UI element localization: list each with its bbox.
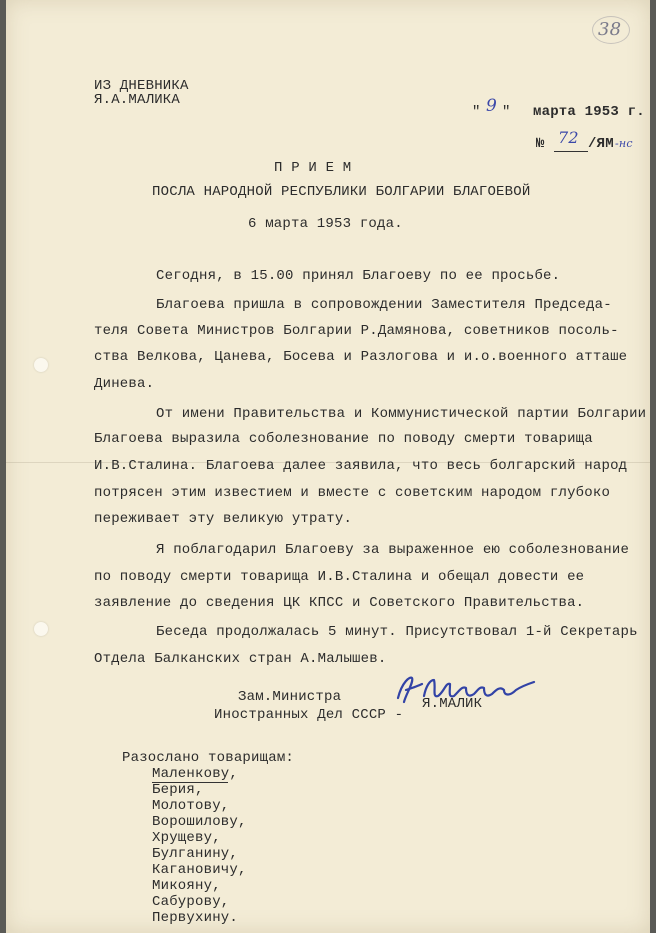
body-line: ства Велкова, Цанева, Босева и Разлогова и и.о.военного атташе [94,349,628,365]
signature-position-1: Зам.Министра [238,689,342,705]
distribution-recipient: Маленкову, [152,766,239,782]
title-ambassador: ПОСЛА НАРОДНОЙ РЕСПУБЛИКИ БОЛГАРИИ БЛАГОЕВОЙ [152,184,531,200]
body-line: И.В.Сталина. Благоева далее заявила, что весь болгарский народ [94,458,628,474]
document-page [6,0,650,933]
distribution-recipient: Первухину. [152,910,239,926]
distribution-recipient: Ворошилову, [152,814,247,830]
distribution-recipient: Кагановичу, [152,862,247,878]
archive-number-circle [592,16,630,44]
handwritten-signature [392,668,542,710]
body-line: теля Совета Министров Болгарии Р.Дамянова, советников посоль- [94,323,619,339]
body-line: потрясен этим известием и вместе с советским народом глубоко [94,485,611,501]
body-line: Благоева выразила соболезнование по поводу смерти товарища [94,431,593,447]
date-day-handwritten: 9 [486,96,498,116]
body-line: Я поблагодарил Благоеву за выраженное ею соболезнование [156,542,630,558]
body-line: Отдела Балканских стран А.Малышев. [94,651,387,667]
signature-position-2: Иностранных Дел СССР - [214,707,404,723]
source-line-1: ИЗ ДНЕВНИКА [94,78,189,94]
distribution-recipient: Берия, [152,782,204,798]
title-date: 6 марта 1953 года. [248,216,403,232]
source-line-2: Я.А.МАЛИКА [94,92,181,108]
body-line: по поводу смерти товарища И.В.Сталина и обещал довести ее [94,569,585,585]
number-suffix: /ЯМ [588,136,614,152]
body-line: Сегодня, в 15.00 принял Благоеву по ее просьбе. [156,268,561,284]
document-date: марта 1953 г. [533,104,645,120]
punch-hole [34,622,48,636]
number-prefix: № [536,136,545,152]
signature-name: Я.МАЛИК [422,696,483,712]
body-line: Благоева пришла в сопровождении Заместителя Председа- [156,297,612,313]
body-line: Динева. [94,376,155,392]
distribution-recipient: Сабурову, [152,894,230,910]
archive-page-number: 38 [598,19,622,40]
number-hand-suffix: -нс [615,137,633,150]
date-quote-open: " [472,104,481,120]
date-quote-close: " [502,104,511,120]
distribution-recipient: Микояну, [152,878,221,894]
punch-hole [34,358,48,372]
distribution-recipient: Хрущеву, [152,830,221,846]
body-line: Беседа продолжалась 5 минут. Присутствовал 1-й Секретарь [156,624,638,640]
number-handwritten: 72 [558,128,579,147]
body-line: переживает эту великую утрату. [94,511,353,527]
distribution-heading: Разослано товарищам: [122,750,295,766]
distribution-recipient: Молотову, [152,798,230,814]
body-line: От имени Правительства и Коммунистической партии Болгарии [156,406,647,422]
number-underline [554,151,588,152]
distribution-recipient: Булганину, [152,846,239,862]
title-priem: П Р И Е М [274,160,352,176]
body-line: заявление до сведения ЦК КПСС и Советского Правительства. [94,595,585,611]
